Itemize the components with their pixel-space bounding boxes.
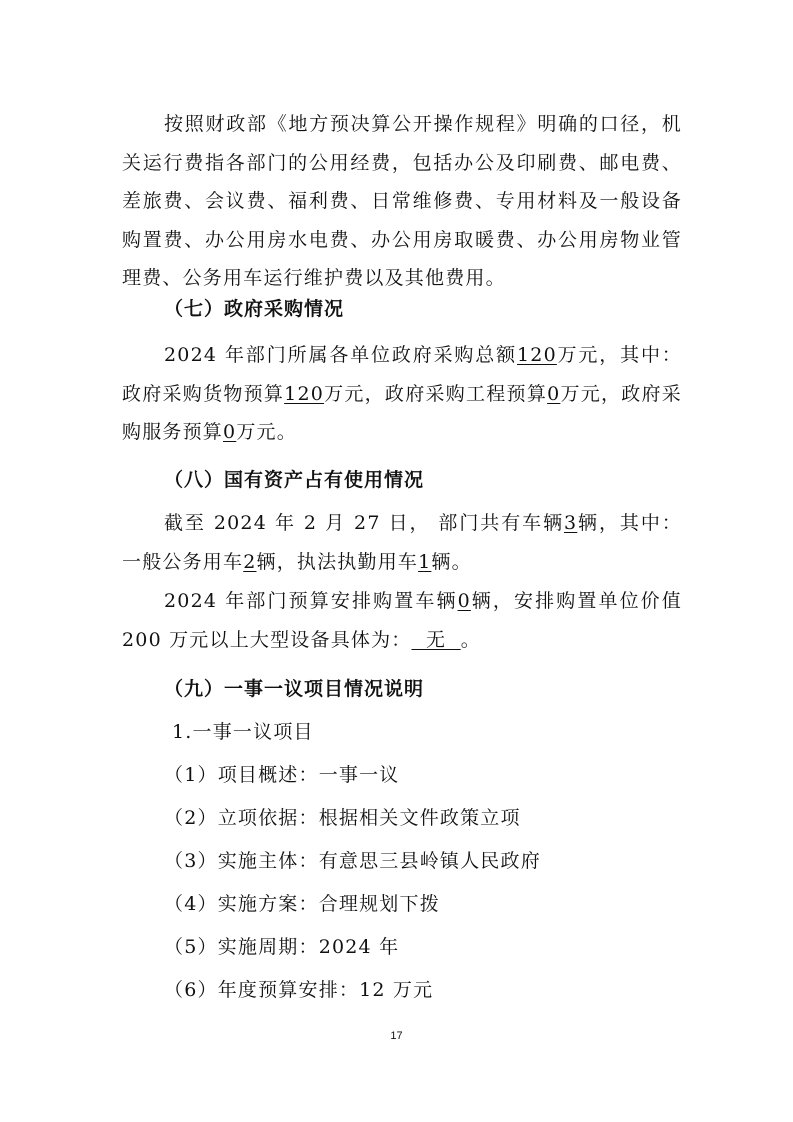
purchase-text-c: 。 bbox=[460, 628, 481, 651]
purchase-vehicles: 0 bbox=[457, 590, 471, 612]
paragraph-purchase-plan bbox=[122, 582, 682, 659]
heading-one-matter-one-discussion: （九）一事一议项目情况说明 bbox=[164, 678, 425, 700]
procurement-services: 0 bbox=[223, 421, 237, 444]
heading-government-procurement: （七）政府采购情况 bbox=[164, 298, 345, 320]
purchase-equipment: 无 bbox=[411, 628, 461, 651]
list-item: （6）年度预算安排：12 万元 bbox=[164, 979, 434, 1001]
list-item: （2）立项依据：根据相关文件政策立项 bbox=[164, 807, 521, 829]
list-item: （4）实施方案：合理规划下拨 bbox=[164, 893, 440, 915]
vehicles-total: 3 bbox=[564, 512, 578, 534]
purchase-text-a: 2024 年部门预算安排购置车辆 bbox=[164, 590, 458, 612]
procurement-goods: 120 bbox=[284, 382, 325, 405]
procurement-text-a: 2024 年部门所属各单位政府采购总额 bbox=[164, 344, 517, 366]
vehicles-text-a: 截至 2024 年 2 月 27 日， 部门共有车辆 bbox=[164, 512, 565, 534]
list-item: 1.一事一议项目 bbox=[172, 721, 314, 743]
page-number: 17 bbox=[390, 1030, 403, 1042]
list-item: （3）实施主体：有意思三县岭镇人民政府 bbox=[164, 850, 541, 872]
heading-state-assets: （八）国有资产占有使用情况 bbox=[164, 469, 425, 491]
procurement-total: 120 bbox=[517, 344, 557, 366]
procurement-text-e: 万元。 bbox=[236, 421, 297, 444]
vehicles-text-c: 辆，执法执勤用车 bbox=[256, 550, 419, 573]
vehicles-text-b: 辆，其中：一般公务用车 bbox=[122, 512, 682, 573]
list-item: （1）项目概述：一事一议 bbox=[164, 764, 400, 786]
procurement-text-b: 万元，其中：政府采购货物预算 bbox=[122, 344, 682, 405]
procurement-text-c: 万元，政府采购工程预算 bbox=[324, 382, 548, 405]
vehicles-law-enforcement: 1 bbox=[418, 550, 432, 573]
purchase-text-b: 辆，安排购置单位价值 200 万元以上大型设备具体为： bbox=[122, 590, 682, 651]
procurement-works: 0 bbox=[547, 382, 561, 405]
vehicles-text-d: 辆。 bbox=[431, 550, 472, 573]
list-item: （5）实施周期：2024 年 bbox=[164, 936, 400, 958]
vehicles-official: 2 bbox=[243, 550, 257, 573]
paragraph-operating-costs: 按照财政部《地方预决算公开操作规程》明确的口径，机关运行费指各部门的公用经费，包括办公及印刷费、邮电费、差旅费、会议费、福利费、日常维修费、专用材料及一般设备购置费、办公用房水电费、办公用房取暖费、办公用房物业管理费、公务用车运行维护费以及其他费用。 bbox=[122, 113, 682, 290]
paragraph-vehicles bbox=[122, 504, 682, 581]
procurement-text-d: 万元，政府采购服务预算 bbox=[122, 382, 683, 444]
paragraph-procurement bbox=[122, 336, 682, 452]
